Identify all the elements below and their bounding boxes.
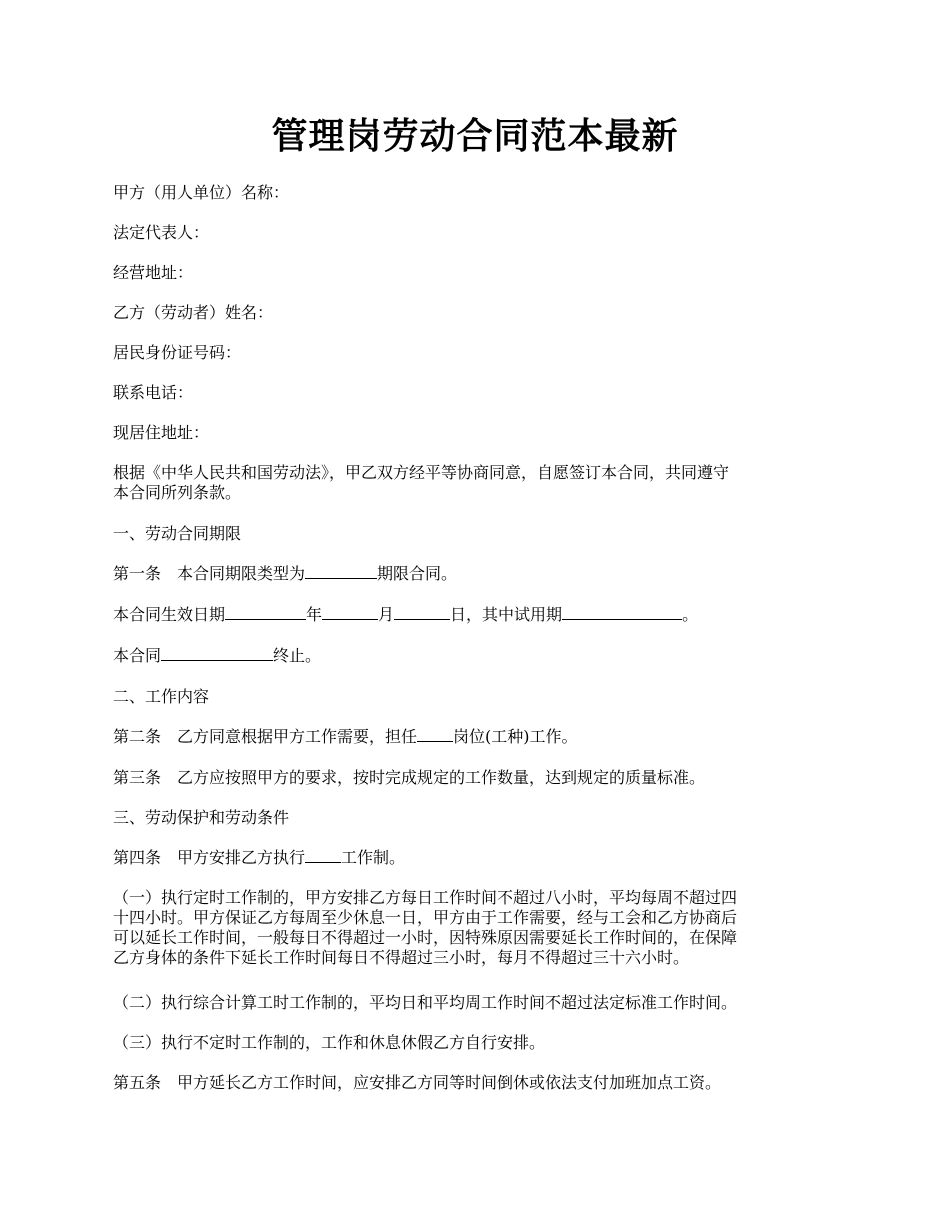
phone-field: 联系电话： <box>113 383 194 402</box>
article-4-suffix: 工作制。 <box>341 848 406 867</box>
section-2-heading: 二、工作内容 <box>113 687 210 706</box>
clause-1-line: 可以延长工作时间，一般每日不得超过一小时，因特殊原因需要延长工作时间的，在保障 <box>113 928 738 947</box>
blank-line <box>322 605 378 620</box>
section-1-heading: 一、劳动合同期限 <box>113 524 242 543</box>
id-number-field: 居民身份证号码： <box>113 343 242 362</box>
article-2-suffix: 岗位(工种)工作。 <box>453 727 578 746</box>
article-1-text: 第一条 本合同期限类型为 <box>113 564 306 583</box>
current-address-field: 现居住地址： <box>113 423 210 442</box>
day-probation-label: 日，其中试用期 <box>450 605 563 624</box>
clause-1-line: （一）执行定时工作制的，甲方安排乙方每日工作时间不超过八小时，平均每周不超过四 <box>113 888 738 907</box>
preamble-paragraph <box>113 463 843 503</box>
month-label: 月 <box>378 605 395 624</box>
article-1-suffix: 期限合同。 <box>377 564 458 583</box>
document-title: 管理岗劳动合同范本最新 <box>271 115 679 157</box>
section-3-heading: 三、劳动保护和劳动条件 <box>113 808 290 827</box>
party-b-name-field: 乙方（劳动者）姓名： <box>113 303 274 322</box>
clause-3: （三）执行不定时工作制的，工作和休息休假乙方自行安排。 <box>113 1033 546 1052</box>
blank-line <box>305 564 377 579</box>
article-4 <box>113 848 843 868</box>
article-3: 第三条 乙方应按照甲方的要求，按时完成规定的工作数量，达到规定的质量标准。 <box>113 768 706 787</box>
contract-label: 本合同 <box>113 646 162 665</box>
clause-1-line: 十四小时。甲方保证乙方每周至少休息一日，甲方由于工作需要，经与工会和乙方协商后 <box>113 908 738 927</box>
preamble-line: 根据《中华人民共和国劳动法》，甲乙双方经平等协商同意，自愿签订本合同，共同遵守 <box>113 463 730 482</box>
termination-label: 终止。 <box>273 646 322 665</box>
clause-2: （二）执行综合计算工时工作制的，平均日和平均周工作时间不超过法定标准工作时间。 <box>113 993 738 1012</box>
article-5: 第五条 甲方延长乙方工作时间，应安排乙方同等时间倒休或依法支付加班加点工资。 <box>113 1073 722 1092</box>
effective-date-label: 本合同生效日期 <box>113 605 226 624</box>
blank-line <box>161 646 273 661</box>
blank-line <box>225 605 306 620</box>
blank-line <box>394 605 450 620</box>
year-label: 年 <box>306 605 323 624</box>
blank-line <box>305 848 341 863</box>
business-address-field: 经营地址： <box>113 263 194 282</box>
legal-representative-field: 法定代表人： <box>113 223 210 242</box>
contract-termination-line <box>113 646 843 666</box>
article-1 <box>113 564 843 584</box>
blank-line <box>417 727 453 742</box>
effective-date-line <box>113 605 843 625</box>
article-2 <box>113 727 843 747</box>
article-4-text: 第四条 甲方安排乙方执行 <box>113 848 306 867</box>
article-2-text: 第二条 乙方同意根据甲方工作需要，担任 <box>113 727 418 746</box>
effective-date-end: 。 <box>682 605 699 624</box>
blank-line <box>562 605 682 620</box>
clause-1-paragraph <box>113 888 843 968</box>
preamble-line: 本合同所列条款。 <box>113 483 242 502</box>
party-a-name-field: 甲方（用人单位）名称： <box>113 183 290 202</box>
clause-1-line: 乙方身体的条件下延长工作时间每日不得超过三小时，每月不得超过三十六小时。 <box>113 948 690 967</box>
